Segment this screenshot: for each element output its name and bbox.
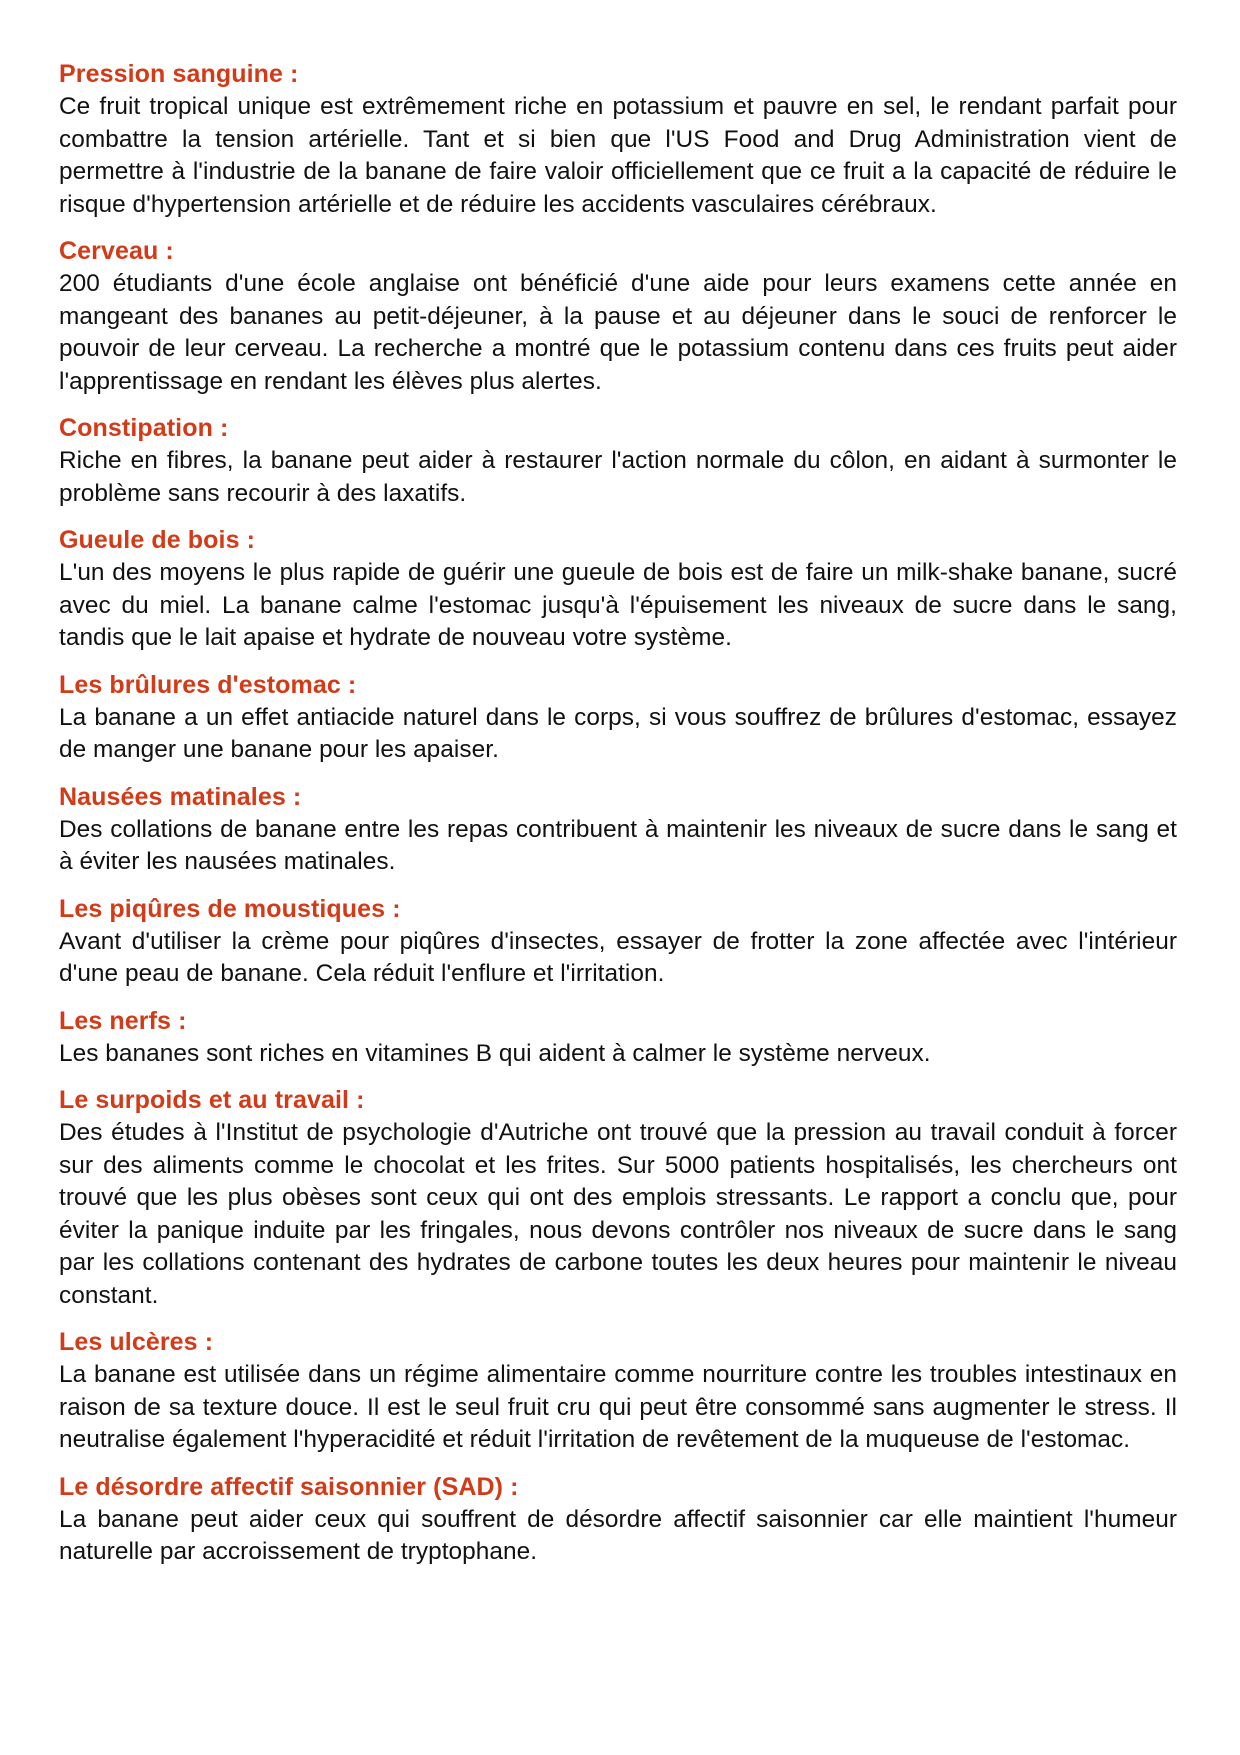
section-piqures-moustiques xyxy=(59,893,1177,991)
document-page xyxy=(59,58,1177,1583)
section-nerfs xyxy=(59,1005,1177,1071)
section-heading: Pression sanguine : xyxy=(59,60,299,88)
section-heading: Cerveau : xyxy=(59,237,174,265)
section-heading: Constipation : xyxy=(59,414,229,442)
section-body: La banane est utilisée dans un régime alimentaire comme nourriture contre les troubles intestinaux en raison de sa texture douce. Il est le seul fruit cru qui peut être consommé sans augmenter le stress. Il neutralise également l'hyperacidité et réduit l'irritation de revêtement de la muqueuse de l'estomac. xyxy=(59,1361,1177,1453)
section-heading: Le désordre affectif saisonnier (SAD) : xyxy=(59,1472,519,1501)
section-heading: Les ulcères : xyxy=(59,1328,214,1356)
section-heading: Les nerfs : xyxy=(59,1006,187,1035)
section-heading: Les piqûres de moustiques : xyxy=(59,894,401,923)
section-heading: Nausées matinales : xyxy=(59,782,302,811)
section-body: La banane a un effet antiacide naturel dans le corps, si vous souffrez de brûlures d'estomac, essayez de manger une banane pour les apaiser. xyxy=(59,703,1177,763)
section-ulceres xyxy=(59,1326,1177,1457)
section-desordre-affectif xyxy=(59,1471,1177,1569)
section-body: Avant d'utiliser la crème pour piqûres d'insectes, essayer de frotter la zone affectée avec l'intérieur d'une peau de banane. Cela réduit l'enflure et l'irritation. xyxy=(59,927,1177,987)
section-surpoids-travail xyxy=(59,1084,1177,1312)
section-cerveau xyxy=(59,235,1177,398)
section-heading: Le surpoids et au travail : xyxy=(59,1086,365,1114)
section-body: Des études à l'Institut de psychologie d'Autriche ont trouvé que la pression au travail conduit à forcer sur des aliments comme le chocolat et les frites. Sur 5000 patients hospitalisés, les chercheurs ont trouvé que les plus obèses sont ceux qui ont des emplois stressants. Le rapport a conclu que, pour éviter la panique induite par les fringales, nous devons contrôler nos niveaux de sucre dans le sang par les collations contenant des hydrates de carbone toutes les deux heures pour maintenir le niveau constant. xyxy=(59,1119,1177,1309)
section-pression-sanguine xyxy=(59,58,1177,221)
section-body: Riche en fibres, la banane peut aider à restaurer l'action normale du côlon, en aidant à surmonter le problème sans recourir à des laxatifs. xyxy=(59,447,1177,507)
section-body: Des collations de banane entre les repas contribuent à maintenir les niveaux de sucre dans le sang et à éviter les nausées matinales. xyxy=(59,815,1177,875)
section-brulures-estomac xyxy=(59,669,1177,767)
section-body: L'un des moyens le plus rapide de guérir une gueule de bois est de faire un milk-shake banane, sucré avec du miel. La banane calme l'estomac jusqu'à l'épuisement les niveaux de sucre dans le sang, tandis que le lait apaise et hydrate de nouveau votre système. xyxy=(59,559,1177,651)
section-heading: Les brûlures d'estomac : xyxy=(59,670,357,699)
section-body: La banane peut aider ceux qui souffrent de désordre affectif saisonnier car elle maintient l'humeur naturelle par accroissement de tryptophane. xyxy=(59,1505,1177,1565)
section-body: Les bananes sont riches en vitamines B qui aident à calmer le système nerveux. xyxy=(59,1039,931,1067)
section-constipation xyxy=(59,412,1177,510)
section-nausees-matinales xyxy=(59,781,1177,879)
section-gueule-de-bois xyxy=(59,524,1177,655)
section-body: 200 étudiants d'une école anglaise ont bénéficié d'une aide pour leurs examens cette année en mangeant des bananes au petit-déjeuner, à la pause et au déjeuner dans le souci de renforcer le pouvoir de leur cerveau. La recherche a montré que le potassium contenu dans ces fruits peut aider l'apprentissage en rendant les élèves plus alertes. xyxy=(59,270,1177,395)
section-heading: Gueule de bois : xyxy=(59,526,256,554)
section-body: Ce fruit tropical unique est extrêmement riche en potassium et pauvre en sel, le rendant parfait pour combattre la tension artérielle. Tant et si bien que l'US Food and Drug Administration vient de permettre à l'industrie de la banane de faire valoir officiellement que ce fruit a la capacité de réduire le risque d'hypertension artérielle et de réduire les accidents vasculaires cérébraux. xyxy=(59,93,1177,218)
